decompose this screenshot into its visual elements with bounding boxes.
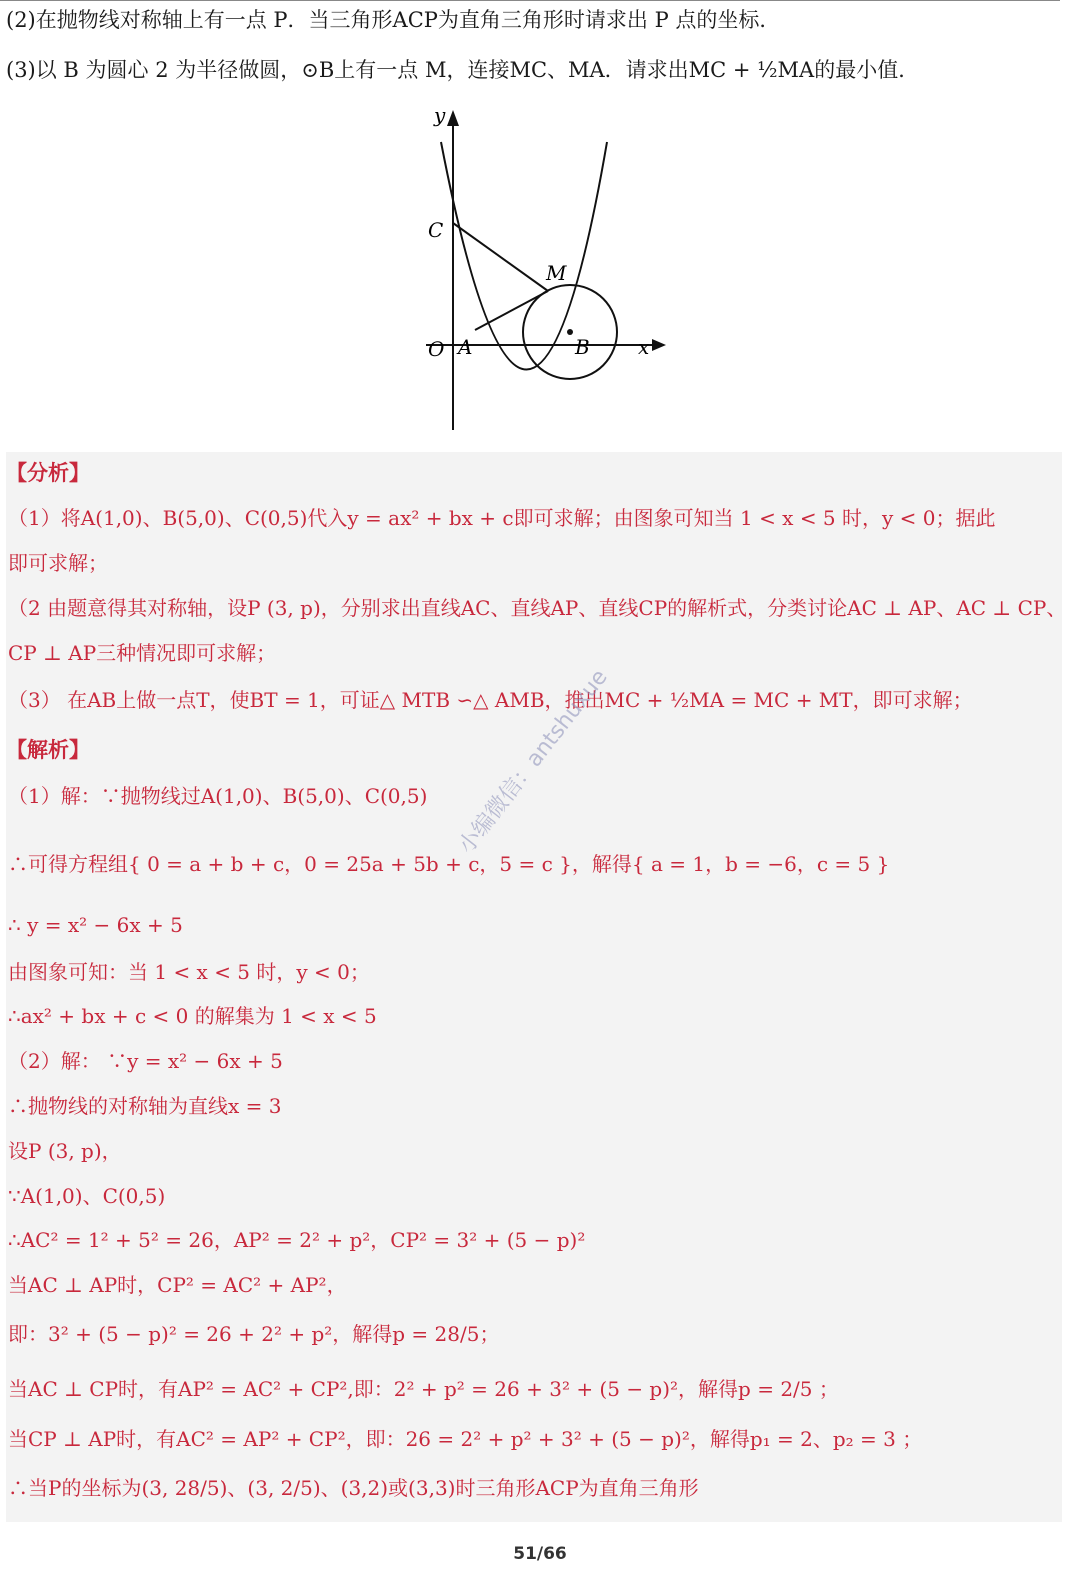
segment-ma [475, 291, 548, 330]
page-number: 51/66 [513, 1544, 567, 1564]
solution-line: 由图象可知：当 1 < x < 5 时，y < 0； [8, 960, 370, 984]
solution-heading: 【解析】 [6, 737, 90, 762]
solution-line: ∴ y = x² − 6x + 5 [8, 913, 183, 937]
question-part-3: (3)以 B 为圆心 2 为半径做圆，⊙B上有一点 M，连接MC、MA．请求出MC + ½MA的最小值． [6, 58, 920, 82]
label-c: C [428, 218, 444, 242]
parabola-figure [420, 100, 670, 440]
solution-line: 当AC ⊥ AP时，CP² = AC² + AP²， [8, 1273, 347, 1297]
solution-line: 即：3² + (5 − p)² = 26 + 2² + p²，解得p = 28/5； [8, 1322, 500, 1346]
solution-line: （1）解：∵抛物线过A(1,0)、B(5,0)、C(0,5) [8, 784, 428, 808]
analysis-line: 即可求解； [8, 551, 108, 575]
top-rule [0, 0, 1060, 1]
solution-line: 设P (3, p)， [8, 1139, 122, 1163]
solution-line: ∴ax² + bx + c < 0 的解集为 1 < x < 5 [8, 1004, 377, 1028]
analysis-heading: 【分析】 [6, 460, 90, 485]
solution-line: 当CP ⊥ AP时，有AC² = AP² + CP²，即：26 = 2² + p² + 3² + (5 − p)²，解得p₁ = 2、p₂ = 3 ； [8, 1427, 923, 1451]
point-b [567, 329, 573, 335]
question-part-2: (2)在抛物线对称轴上有一点 P．当三角形ACP为直角三角形时请求出 P 点的坐标． [6, 8, 781, 32]
watermark: 小编微信：antshuxue [453, 665, 613, 859]
y-axis-arrow [447, 110, 459, 126]
label-m: M [546, 261, 567, 285]
solution-line: （2）解： ∵y = x² − 6x + 5 [8, 1049, 283, 1073]
x-axis-arrow [652, 339, 666, 351]
solution-line: ∴可得方程组{ 0 = a + b + c，0 = 25a + 5b + c，5 = c }，解得{ a = 1，b = −6，c = 5 } [8, 852, 890, 876]
analysis-line: （2 由题意得其对称轴，设P (3, p)，分别求出直线AC、直线AP、直线CP的解析式，分类讨论AC ⊥ AP、AC ⊥ CP、 [8, 596, 1067, 620]
analysis-line: CP ⊥ AP三种情况即可求解； [8, 641, 277, 665]
solution-line: ∴当P的坐标为(3, 28/5)、(3, 2/5)、(3,2)或(3,3)时三角形ACP为直角三角形 [8, 1476, 699, 1500]
label-b: B [575, 335, 590, 359]
solution-line: ∵A(1,0)、C(0,5) [8, 1184, 166, 1208]
label-y: y [434, 103, 446, 127]
solution-line: ∴抛物线的对称轴为直线x = 3 [8, 1094, 282, 1118]
solution-line: ∴AC² = 1² + 5² = 26，AP² = 2² + p²，CP² = 3² + (5 − p)² [8, 1228, 586, 1252]
analysis-line: （3） 在AB上做一点T，使BT = 1，可证△ MTB ∽△ AMB，推出MC + ½MA = MC + MT，即可求解； [8, 688, 973, 712]
label-x: x [638, 335, 650, 359]
label-o: O [428, 337, 445, 361]
label-a: A [458, 335, 473, 359]
analysis-line: （1）将A(1,0)、B(5,0)、C(0,5)代入y = ax² + bx + c即可求解；由图象可知当 1 < x < 5 时，y < 0；据此 [8, 506, 996, 530]
solution-line: 当AC ⊥ CP时，有AP² = AC² + CP²,即：2² + p² = 26 + 3² + (5 − p)²，解得p = 2/5 ； [8, 1377, 839, 1401]
